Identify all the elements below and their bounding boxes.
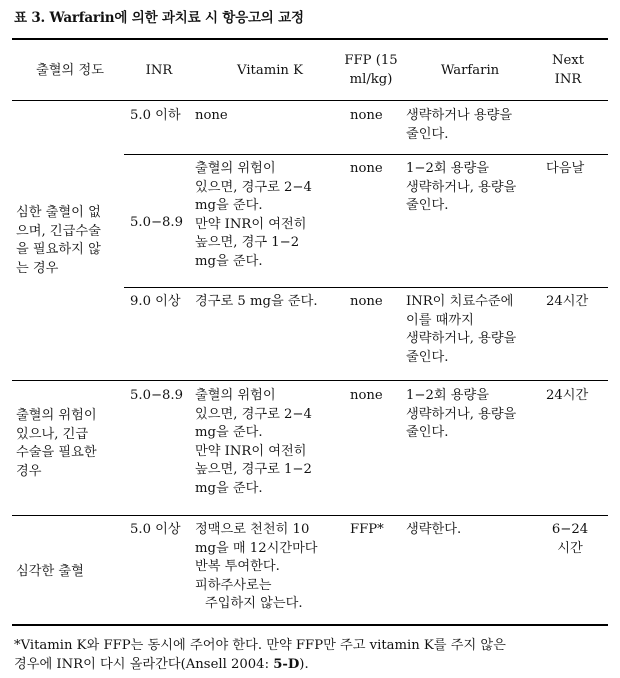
next-inr-cell xyxy=(540,521,600,558)
warfarin-cell xyxy=(406,387,516,443)
header-ffp xyxy=(344,52,398,89)
bleeding-line: 으며, 긴급수술 xyxy=(16,223,101,239)
bleeding-line: 는 경우 xyxy=(16,260,59,276)
inr-cell: 5.0 이하 xyxy=(130,108,181,123)
bleeding-line: 경우 xyxy=(16,463,42,479)
warfarin-cell xyxy=(406,107,512,144)
warfarin-cell: 생략한다. xyxy=(406,522,462,537)
next-inr-cell: 24시간 xyxy=(546,294,589,309)
table-bottom-rule xyxy=(12,624,608,626)
warfarin-line: 이를 때까지 xyxy=(406,312,474,328)
warfarin-line: 생략하거나, 용량을 xyxy=(406,406,517,422)
bleeding-line: 있으나, 긴급 xyxy=(16,426,89,442)
vitamin-k-line: mg을 매 12시간마다 xyxy=(195,540,318,556)
vitamin-k-line: 높으면, 경구 1−2 xyxy=(195,235,300,250)
header-rule xyxy=(12,100,608,101)
footnote-citation: 5-D xyxy=(273,657,300,672)
vitamin-k-line: mg을 준다. xyxy=(195,480,263,496)
bleeding-line: 출혈의 위험이 xyxy=(16,408,97,423)
next-inr-line: 6−24 xyxy=(551,522,589,537)
header-bleeding: 출혈의 정도 xyxy=(36,63,104,78)
vitamin-k-line: 정맥으로 천천히 10 xyxy=(195,522,310,537)
vitamin-k-line: mg을 준다. xyxy=(195,253,263,269)
ffp-cell: none xyxy=(350,161,383,176)
next-inr-cell: 다음날 xyxy=(546,161,585,176)
next-inr-cell: 24시간 xyxy=(546,388,589,403)
warfarin-line: 1−2회 용량을 xyxy=(406,388,489,403)
bleeding-line: 심한 출혈이 없 xyxy=(16,205,101,220)
header-inr: INR xyxy=(145,63,173,78)
vitamin-k-line: 높으면, 경구로 1−2 xyxy=(195,462,312,477)
warfarin-line: 생략하거나 용량을 xyxy=(406,108,513,123)
footnote-line2-suffix: ). xyxy=(299,657,309,672)
bleeding-line: 수술을 필요한 xyxy=(16,445,97,460)
vitamin-k-cell xyxy=(195,160,312,271)
inr-cell: 5.0−8.9 xyxy=(130,215,183,230)
warfarin-cell xyxy=(406,293,516,367)
vitamin-k-cell: 경구로 5 mg을 준다. xyxy=(195,294,318,309)
ffp-cell: none xyxy=(350,294,383,309)
header-ffp-line1: FFP (15 xyxy=(344,53,398,68)
next-inr-line: 시간 xyxy=(557,540,583,556)
inr-cell: 9.0 이상 xyxy=(130,294,181,309)
header-ffp-line2: ml/kg) xyxy=(349,71,393,87)
vitamin-k-line: 있으면, 경구로 2−4 xyxy=(195,179,312,195)
row-rule xyxy=(124,287,608,288)
vitamin-k-line: 주입하지 않는다. xyxy=(205,596,303,611)
inr-cell: 5.0−8.9 xyxy=(130,388,183,403)
ffp-cell: none xyxy=(350,108,383,123)
group1-bottom-rule xyxy=(12,380,608,381)
vitamin-k-cell: none xyxy=(195,108,228,123)
warfarin-line: 줄인다. xyxy=(406,198,449,213)
table-footnote xyxy=(14,636,608,674)
group2-bottom-rule xyxy=(12,515,608,516)
bleeding-line: 을 필요하지 않 xyxy=(16,242,101,257)
vitamin-k-cell xyxy=(195,387,312,498)
warfarin-line: 생략하거나, 용량을 xyxy=(406,331,517,346)
vitamin-k-line: mg을 준다. xyxy=(195,198,263,213)
bleeding-cell xyxy=(16,407,97,481)
footnote-line1: *Vitamin K와 FFP는 동시에 주어야 한다. 만약 FFP만 주고 vitamin K를 주지 않은 xyxy=(14,638,506,653)
warfarin-line: 줄인다. xyxy=(406,425,449,440)
table-title: 표 3. Warfarin에 의한 과치료 시 항응고의 교정 xyxy=(14,10,304,26)
header-vitamin-k: Vitamin K xyxy=(237,63,303,78)
header-next-line2: INR xyxy=(554,71,582,87)
header-next-inr xyxy=(540,52,596,89)
table-top-rule xyxy=(12,38,608,40)
vitamin-k-line: 출혈의 위험이 xyxy=(195,388,276,403)
row-rule xyxy=(124,154,608,155)
header-next-line1: Next xyxy=(551,53,585,68)
warfarin-line: 생략하거나, 용량을 xyxy=(406,179,517,195)
vitamin-k-cell xyxy=(195,521,318,614)
vitamin-k-line: 출혈의 위험이 xyxy=(195,161,276,176)
bleeding-cell xyxy=(16,204,101,278)
warfarin-line: 1−2회 용량을 xyxy=(406,161,489,176)
header-warfarin: Warfarin xyxy=(440,63,500,78)
warfarin-line: INR이 치료수준에 xyxy=(406,294,514,309)
footnote-line2-prefix: 경우에 INR이 다시 올라간다(Ansell 2004: xyxy=(14,657,274,672)
ffp-cell: FFP* xyxy=(350,522,384,537)
warfarin-line: 줄인다. xyxy=(406,126,449,142)
warfarin-line: 줄인다. xyxy=(406,349,449,365)
vitamin-k-line: 반복 투여한다. xyxy=(195,559,280,574)
ffp-cell: none xyxy=(350,388,383,403)
vitamin-k-line: 피하주사로는 xyxy=(195,577,272,593)
warfarin-cell xyxy=(406,160,516,216)
bleeding-cell: 심각한 출혈 xyxy=(16,564,84,579)
vitamin-k-line: 있으면, 경구로 2−4 xyxy=(195,406,312,422)
inr-cell: 5.0 이상 xyxy=(130,522,181,537)
vitamin-k-line: 만약 INR이 여전히 xyxy=(195,216,307,232)
vitamin-k-line: mg을 준다. xyxy=(195,425,263,440)
vitamin-k-line: 만약 INR이 여전히 xyxy=(195,443,307,459)
